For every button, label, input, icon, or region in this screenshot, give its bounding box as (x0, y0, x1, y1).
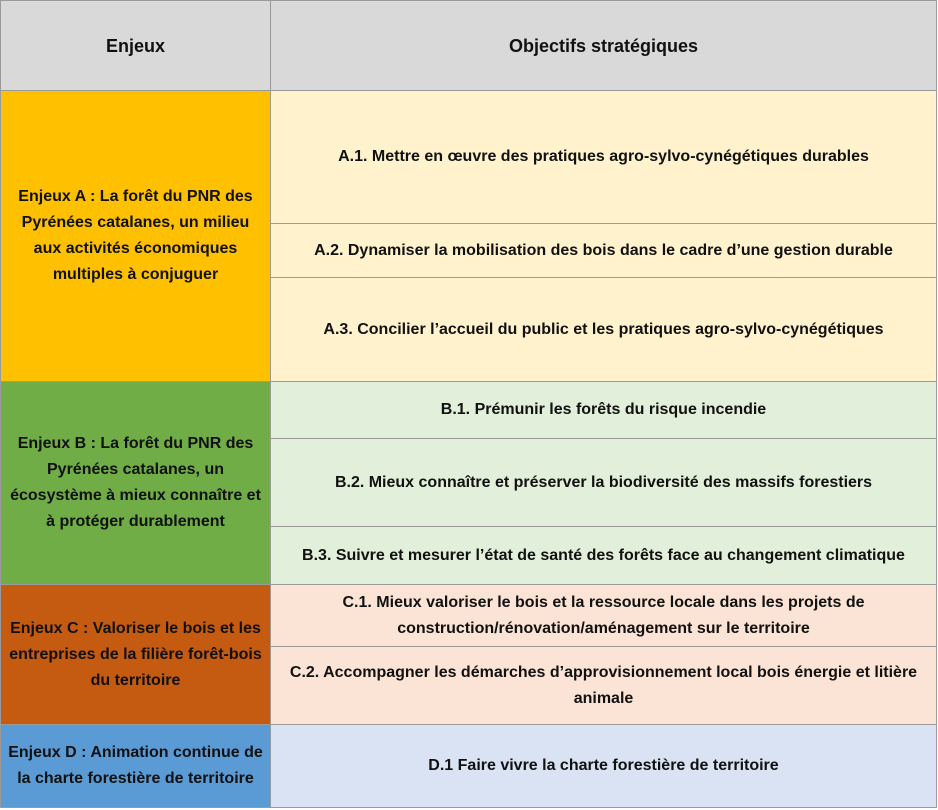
table-row (1, 382, 937, 439)
table-row (1, 725, 937, 808)
enjeu-c-cell: Enjeux C : Valoriser le bois et les entreprises de la filière forêt-bois du territoire (1, 585, 271, 725)
objectif-b2-cell: B.2. Mieux connaître et préserver la biodiversité des massifs forestiers (271, 439, 937, 527)
header-row (1, 1, 937, 91)
enjeu-b-cell: Enjeux B : La forêt du PNR des Pyrénées catalanes, un écosystème à mieux connaître et à protéger durablement (1, 382, 271, 585)
objectif-a2-cell: A.2. Dynamiser la mobilisation des bois dans le cadre d’une gestion durable (271, 224, 937, 278)
objectif-b1-cell: B.1. Prémunir les forêts du risque incendie (271, 382, 937, 439)
header-enjeux: Enjeux (1, 1, 271, 91)
objectif-a3-cell: A.3. Concilier l’accueil du public et les pratiques agro-sylvo-cynégétiques (271, 278, 937, 382)
objectif-a1-cell: A.1. Mettre en œuvre des pratiques agro-sylvo-cynégétiques durables (271, 91, 937, 224)
objectif-d1-cell: D.1 Faire vivre la charte forestière de territoire (271, 725, 937, 808)
objectif-c1-cell: C.1. Mieux valoriser le bois et la ressource locale dans les projets de construction/rénovation/aménagement sur le territoire (271, 585, 937, 647)
enjeu-a-cell: Enjeux A : La forêt du PNR des Pyrénées catalanes, un milieu aux activités économiques multiples à conjuguer (1, 91, 271, 382)
table-row (1, 585, 937, 647)
table-row (1, 91, 937, 224)
objectif-b3-cell: B.3. Suivre et mesurer l’état de santé des forêts face au changement climatique (271, 527, 937, 585)
objectif-c2-cell: C.2. Accompagner les démarches d’approvisionnement local bois énergie et litière animale (271, 647, 937, 725)
enjeu-d-cell: Enjeux D : Animation continue de la charte forestière de territoire (1, 725, 271, 808)
header-objectifs: Objectifs stratégiques (271, 1, 937, 91)
